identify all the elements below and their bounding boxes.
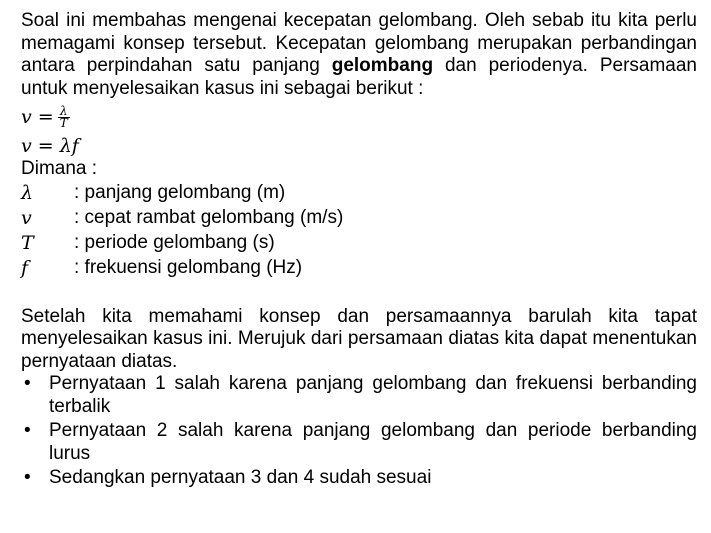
conclusion-paragraph: Setelah kita memahami konsep dan persamaannya barulah kita tapat menyelesaikan kasus ini. Merujuk dari persamaan diatas kita dapat menentukan pernyataan diatas. xyxy=(21,305,697,372)
definition-symbol: λ xyxy=(21,181,34,204)
definition-text: : panjang gelombang (m) xyxy=(74,181,286,203)
definition-text: : cepat rambat gelombang (m/s) xyxy=(74,206,344,228)
formula-velocity-period xyxy=(21,100,697,134)
list-item xyxy=(21,373,697,418)
definition-symbol: T xyxy=(21,231,34,254)
definition-symbol: v xyxy=(21,206,32,229)
list-item xyxy=(21,467,697,490)
bullet-icon: • xyxy=(24,420,31,441)
bullet-text: Pernyataan 2 salah karena panjang gelombang dan periode berbanding lurus xyxy=(49,420,697,464)
list-item xyxy=(21,420,697,465)
formula1-fraction xyxy=(58,103,70,130)
definition-row xyxy=(21,231,697,256)
definition-text: : frekuensi gelombang (Hz) xyxy=(74,256,303,278)
intro-bold-word: gelombang xyxy=(331,55,434,76)
formula1-numerator: λ xyxy=(59,103,68,118)
intro-text-start: Soal ini membahas mengenai kecepatan gelombang. Oleh sebab itu kita perlu memagami konsep tersebut. Kecepatan gelombang merupakan perbandingan antara perpindahan satu panjang xyxy=(21,10,697,76)
definition-symbol: f xyxy=(21,256,29,279)
definition-row xyxy=(21,256,697,281)
definition-list xyxy=(21,181,697,281)
definition-row xyxy=(21,206,697,231)
blank-line xyxy=(21,281,697,306)
bullet-text: Pernyataan 1 salah karena panjang gelombang dan frekuensi berbanding terbalik xyxy=(49,373,697,417)
bullet-icon: • xyxy=(24,467,31,488)
intro-paragraph xyxy=(21,10,697,100)
definition-row xyxy=(21,181,697,206)
bullet-icon: • xyxy=(24,373,31,394)
bullet-list xyxy=(21,373,697,490)
bullet-text: Sedangkan pernyataan 3 dan 4 sudah sesuai xyxy=(49,467,432,488)
dimana-label: Dimana : xyxy=(21,158,98,179)
formula1-lhs: v = xyxy=(21,105,54,128)
document-body xyxy=(21,10,697,492)
formula1-denominator: T xyxy=(59,115,68,130)
formula-velocity-frequency: v = λf xyxy=(21,134,79,157)
definition-text: : periode gelombang (s) xyxy=(74,231,275,253)
intro-text-end: dan periodenya. Persamaan untuk menyelesaikan kasus ini sebagai berikut : xyxy=(21,55,697,99)
